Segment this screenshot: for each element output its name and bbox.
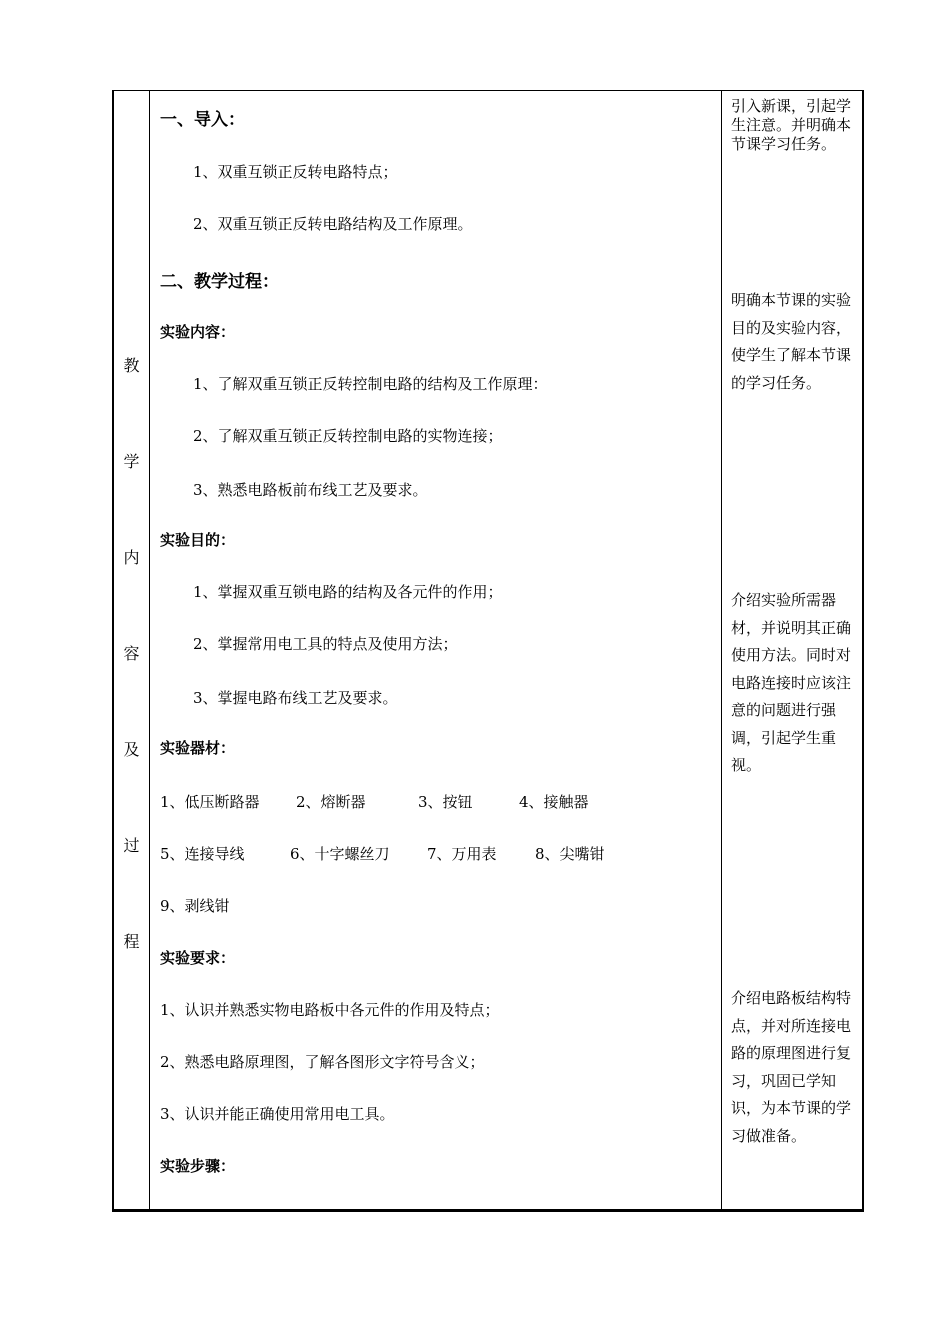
side-label-char: 教 bbox=[123, 356, 140, 375]
notes-column bbox=[721, 91, 861, 1209]
note-circuit-board: 介绍电路板结构特点，并对所连接电路的原理图进行复习，巩固已学知识，为本节课的学习做准备。 bbox=[731, 989, 852, 1145]
note-objectives: 明确本节课的实验目的及实验内容，使学生了解本节课的学习任务。 bbox=[731, 291, 852, 392]
section-process-title: 二、教学过程： bbox=[160, 272, 279, 292]
requirements-title: 实验要求： bbox=[160, 949, 236, 967]
exp-goal-item: 3、掌握电路布线工艺及要求。 bbox=[193, 689, 398, 707]
exp-content-item: 1、了解双重互锁正反转控制电路的结构及工作原理： bbox=[193, 375, 548, 393]
note-intro: 引入新课，引起学生注意。并明确本节课学习任务。 bbox=[731, 97, 852, 153]
exp-goal-item: 2、掌握常用电工具的特点及使用方法； bbox=[193, 635, 458, 653]
exp-content-item: 2、了解双重互锁正反转控制电路的实物连接； bbox=[193, 427, 503, 445]
side-label-char: 及 bbox=[123, 740, 140, 759]
intro-item: 2、双重互锁正反转电路结构及工作原理。 bbox=[193, 215, 473, 233]
intro-item: 1、双重互锁正反转电路特点； bbox=[193, 163, 398, 181]
equipment-item: 5、连接导线 bbox=[160, 845, 245, 863]
side-label-char: 内 bbox=[123, 548, 140, 567]
equipment-item: 4、接触器 bbox=[519, 793, 589, 811]
equipment-item: 2、熔断器 bbox=[296, 793, 366, 811]
side-label-char: 程 bbox=[123, 932, 140, 951]
requirement-item: 2、熟悉电路原理图，了解各图形文字符号含义； bbox=[160, 1053, 485, 1071]
equipment-item: 1、低压断路器 bbox=[160, 793, 260, 811]
equipment-item: 9、剥线钳 bbox=[160, 897, 230, 915]
equipment-item: 3、按钮 bbox=[418, 793, 473, 811]
section-intro-title: 一、导入： bbox=[160, 110, 245, 130]
equipment-item: 8、尖嘴钳 bbox=[535, 845, 605, 863]
side-label-char: 过 bbox=[123, 836, 140, 855]
steps-title: 实验步骤： bbox=[160, 1157, 236, 1175]
side-label-column bbox=[114, 91, 150, 1209]
exp-goal-title: 实验目的： bbox=[160, 531, 236, 549]
equipment-title: 实验器材： bbox=[160, 739, 236, 757]
requirement-item: 1、认识并熟悉实物电路板中各元件的作用及特点； bbox=[160, 1001, 500, 1019]
exp-content-item: 3、熟悉电路板前布线工艺及要求。 bbox=[193, 481, 428, 499]
exp-goal-item: 1、掌握双重互锁电路的结构及各元件的作用； bbox=[193, 583, 503, 601]
equipment-item: 7、万用表 bbox=[427, 845, 497, 863]
requirement-item: 3、认识并能正确使用常用电工具。 bbox=[160, 1105, 395, 1123]
note-equipment: 介绍实验所需器材，并说明其正确使用方法。同时对电路连接时应该注意的问题进行强调，引起学生重视。 bbox=[731, 591, 852, 774]
exp-content-title: 实验内容： bbox=[160, 323, 236, 341]
equipment-item: 6、十字螺丝刀 bbox=[290, 845, 390, 863]
side-label-char: 学 bbox=[123, 452, 140, 471]
main-content bbox=[150, 91, 720, 1209]
lesson-table bbox=[112, 90, 864, 1212]
side-label-char: 容 bbox=[123, 644, 140, 663]
